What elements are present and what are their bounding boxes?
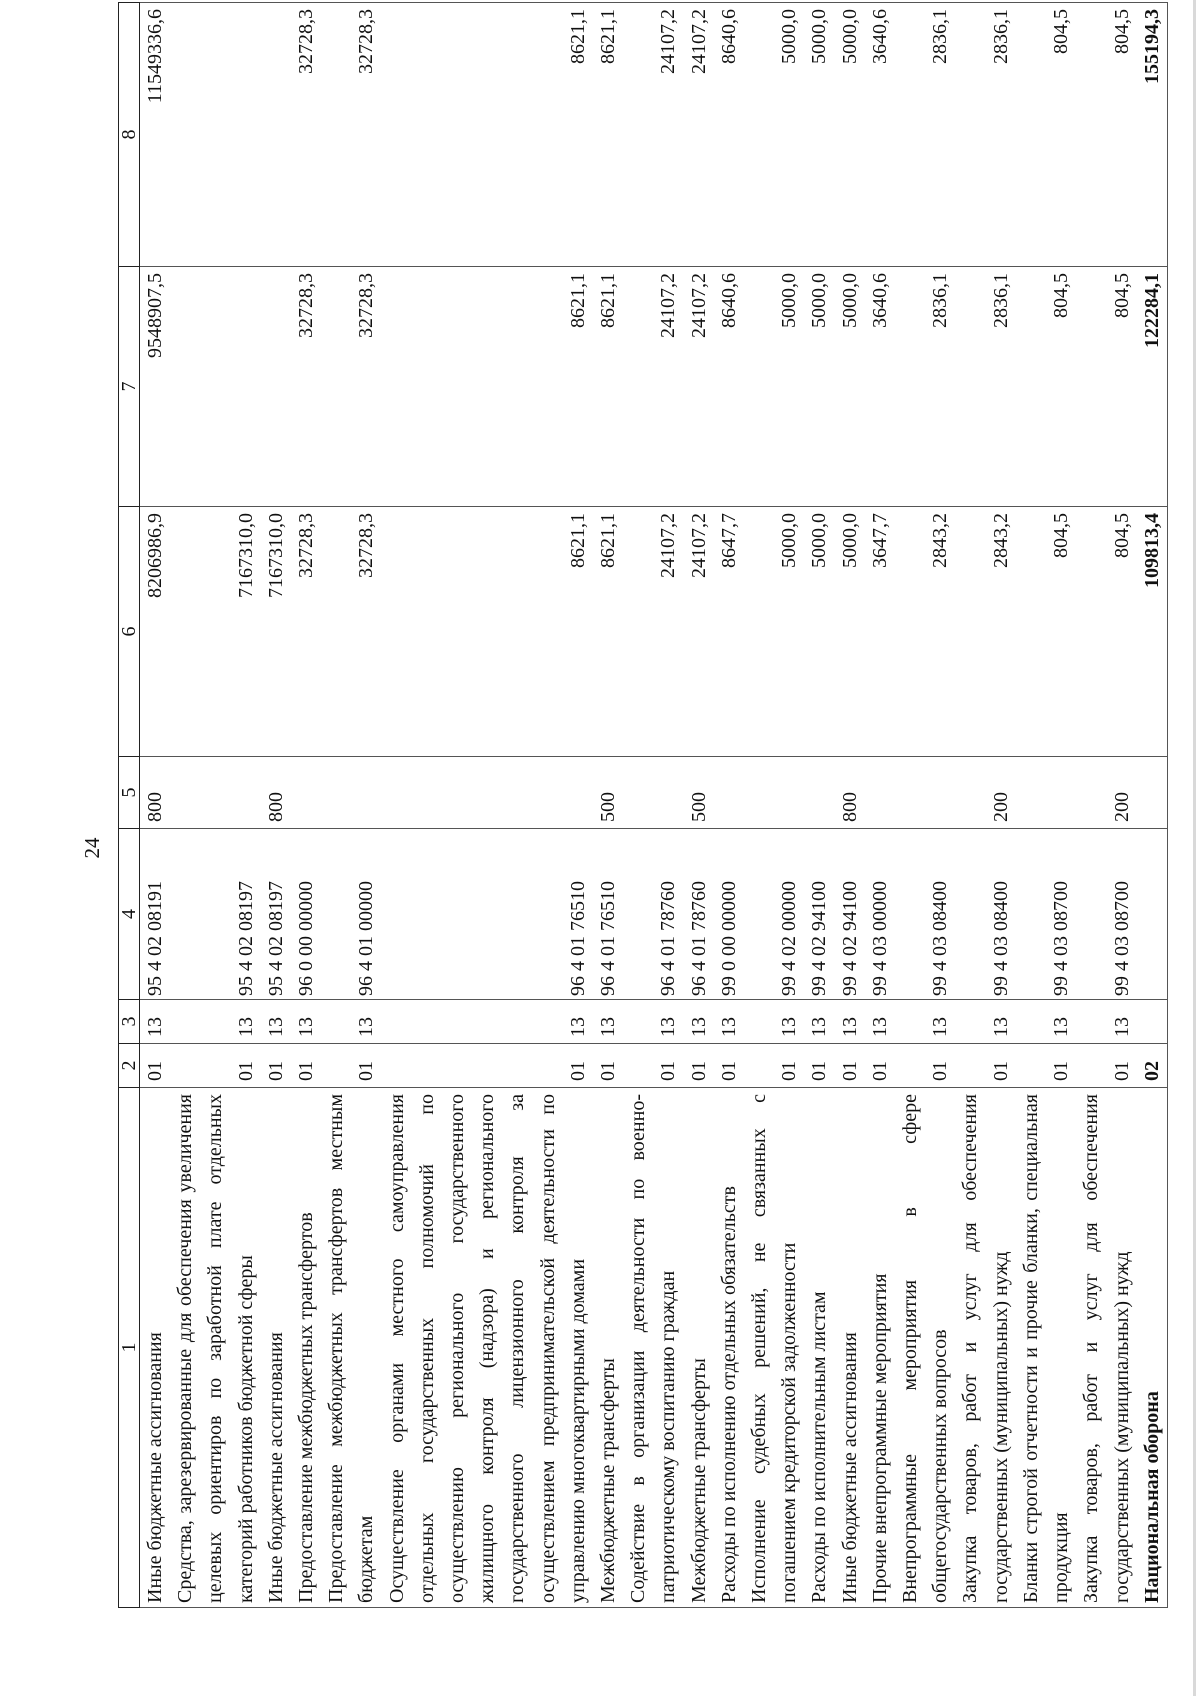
row-expense-type-cell (714, 757, 744, 829)
row-value-col7-cell: 8640,6 (714, 267, 744, 507)
table-row (955, 3, 1015, 1608)
row-target-article-cell: 99 0 00 00000 (714, 829, 744, 1000)
row-value-col7-cell: 5000,0 (744, 267, 804, 507)
row-name-cell: Расходы по исполнению отдельных обязательств (714, 1088, 744, 1608)
row-value-col8-cell: 24107,2 (684, 3, 714, 267)
row-subsection-cell: 13 (261, 1000, 291, 1044)
row-value-col6-cell: 8621,1 (382, 507, 593, 757)
row-value-col8-cell: 8621,1 (382, 3, 593, 267)
row-value-col6-cell: 24107,2 (684, 507, 714, 757)
row-value-col8-cell: 8621,1 (593, 3, 623, 267)
row-value-col8-cell: 11549336,6 (140, 3, 171, 267)
table-row (835, 3, 865, 1608)
row-value-col8-cell: 804,5 (1076, 3, 1136, 267)
row-expense-type-cell (895, 757, 955, 829)
row-name-cell: Иные бюджетные ассигнования (140, 1088, 171, 1608)
col-header-3: 3 (119, 1000, 140, 1044)
row-name-cell: Межбюджетные трансферты (593, 1088, 623, 1608)
row-value-col7-cell: 3640,6 (865, 267, 895, 507)
row-subsection-cell: 13 (804, 1000, 834, 1044)
row-target-article-cell: 95 4 02 08191 (140, 829, 171, 1000)
row-section-cell: 01 (291, 1044, 321, 1088)
header-row (119, 3, 140, 1608)
row-name-cell: Прочие внепрограммные мероприятия (865, 1088, 895, 1608)
col-header-8: 8 (119, 3, 140, 267)
row-name-cell: Расходы по исполнительным листам (804, 1088, 834, 1608)
row-value-col7-cell: 5000,0 (804, 267, 834, 507)
table-header (119, 3, 140, 1608)
row-value-col6-cell: 2843,2 (955, 507, 1015, 757)
row-value-col7-cell: 32728,3 (321, 267, 381, 507)
row-expense-type-cell (744, 757, 804, 829)
row-value-col7-cell (170, 267, 261, 507)
row-name-cell: Предоставление межбюджетных трансфертов (291, 1088, 321, 1608)
table-row (321, 3, 381, 1608)
row-section-cell: 01 (955, 1044, 1015, 1088)
row-subsection-cell: 13 (593, 1000, 623, 1044)
row-expense-type-cell (291, 757, 321, 829)
table-row (865, 3, 895, 1608)
row-value-col8-cell: 3640,6 (865, 3, 895, 267)
row-value-col7-cell: 9548907,5 (140, 267, 171, 507)
row-section-cell: 01 (1016, 1044, 1076, 1088)
row-name-cell: Национальная оборона (1137, 1088, 1168, 1608)
row-section-cell: 01 (804, 1044, 834, 1088)
row-target-article-cell: 99 4 03 00000 (865, 829, 895, 1000)
row-section-cell: 01 (835, 1044, 865, 1088)
row-target-article-cell: 99 4 02 94100 (804, 829, 834, 1000)
row-value-col7-cell: 122284,1 (1137, 267, 1168, 507)
row-value-col7-cell: 2836,1 (955, 267, 1015, 507)
row-target-article-cell: 95 4 02 08197 (261, 829, 291, 1000)
row-section-cell: 01 (1076, 1044, 1136, 1088)
row-expense-type-cell (804, 757, 834, 829)
row-value-col8-cell: 2836,1 (895, 3, 955, 267)
col-header-2: 2 (119, 1044, 140, 1088)
row-value-col7-cell (261, 267, 291, 507)
row-value-col6-cell: 804,5 (1016, 507, 1076, 757)
row-value-col7-cell: 804,5 (1076, 267, 1136, 507)
row-section-cell: 01 (684, 1044, 714, 1088)
row-value-col7-cell: 5000,0 (835, 267, 865, 507)
row-subsection-cell: 13 (170, 1000, 261, 1044)
row-value-col6-cell: 804,5 (1076, 507, 1136, 757)
row-expense-type-cell: 200 (955, 757, 1015, 829)
row-name-cell: Закупка товаров, работ и услуг для обеспечения государственных (муниципальных) нужд (1076, 1088, 1136, 1608)
row-value-col7-cell: 2836,1 (895, 267, 955, 507)
row-name-cell: Содействие в организации деятельности по военно-патриотическому воспитанию граждан (623, 1088, 683, 1608)
table-row (140, 3, 171, 1608)
row-target-article-cell: 95 4 02 08197 (170, 829, 261, 1000)
row-section-cell: 01 (744, 1044, 804, 1088)
row-expense-type-cell (1137, 757, 1168, 829)
row-value-col7-cell: 804,5 (1016, 267, 1076, 507)
row-value-col7-cell: 8621,1 (593, 267, 623, 507)
budget-table (118, 2, 1168, 1608)
row-section-cell: 02 (1137, 1044, 1168, 1088)
row-value-col8-cell: 32728,3 (321, 3, 381, 267)
row-name-cell: Закупка товаров, работ и услуг для обеспечения государственных (муниципальных) нужд (955, 1088, 1015, 1608)
table-row (170, 3, 261, 1608)
table-row (291, 3, 321, 1608)
row-value-col6-cell: 8621,1 (593, 507, 623, 757)
row-value-col6-cell: 5000,0 (835, 507, 865, 757)
row-value-col8-cell: 804,5 (1016, 3, 1076, 267)
table-body (140, 3, 1168, 1608)
row-value-col6-cell: 5000,0 (744, 507, 804, 757)
table-row (382, 3, 593, 1608)
row-target-article-cell: 96 4 01 00000 (321, 829, 381, 1000)
row-section-cell: 01 (593, 1044, 623, 1088)
table-row (623, 3, 683, 1608)
row-value-col8-cell: 8640,6 (714, 3, 744, 267)
row-name-cell: Межбюджетные трансферты (684, 1088, 714, 1608)
table-row (804, 3, 834, 1608)
row-value-col8-cell: 155194,3 (1137, 3, 1168, 267)
table-row (895, 3, 955, 1608)
row-expense-type-cell (623, 757, 683, 829)
row-section-cell: 01 (865, 1044, 895, 1088)
row-name-cell: Иные бюджетные ассигнования (261, 1088, 291, 1608)
row-subsection-cell: 13 (140, 1000, 171, 1044)
col-header-1: 1 (119, 1088, 140, 1608)
row-expense-type-cell: 500 (593, 757, 623, 829)
row-expense-type-cell: 500 (684, 757, 714, 829)
row-section-cell: 01 (321, 1044, 381, 1088)
row-target-article-cell: 99 4 03 08400 (955, 829, 1015, 1000)
col-header-4: 4 (119, 829, 140, 1000)
row-name-cell: Предоставление межбюджетных трансфертов местным бюджетам (321, 1088, 381, 1608)
row-value-col6-cell: 5000,0 (804, 507, 834, 757)
table-row (1016, 3, 1076, 1608)
row-subsection-cell: 13 (835, 1000, 865, 1044)
row-target-article-cell: 96 4 01 76510 (382, 829, 593, 1000)
row-value-col6-cell: 2843,2 (895, 507, 955, 757)
row-subsection-cell: 13 (744, 1000, 804, 1044)
row-target-article-cell: 96 0 00 00000 (291, 829, 321, 1000)
row-subsection-cell: 13 (865, 1000, 895, 1044)
row-subsection-cell: 13 (321, 1000, 381, 1044)
row-target-article-cell: 96 4 01 76510 (593, 829, 623, 1000)
row-value-col8-cell: 5000,0 (744, 3, 804, 267)
row-target-article-cell: 99 4 02 94100 (835, 829, 865, 1000)
row-subsection-cell: 13 (623, 1000, 683, 1044)
row-value-col6-cell: 32728,3 (321, 507, 381, 757)
row-subsection-cell: 13 (955, 1000, 1015, 1044)
row-value-col6-cell: 8206986,9 (140, 507, 171, 757)
row-subsection-cell: 13 (1076, 1000, 1136, 1044)
row-value-col6-cell: 7167310,0 (170, 507, 261, 757)
row-value-col6-cell: 7167310,0 (261, 507, 291, 757)
row-value-col6-cell: 109813,4 (1137, 507, 1168, 757)
row-target-article-cell: 99 4 03 08400 (895, 829, 955, 1000)
row-expense-type-cell (865, 757, 895, 829)
row-subsection-cell: 13 (714, 1000, 744, 1044)
row-expense-type-cell: 800 (835, 757, 865, 829)
row-subsection-cell: 13 (291, 1000, 321, 1044)
row-subsection-cell (1137, 1000, 1168, 1044)
row-section-cell: 01 (261, 1044, 291, 1088)
row-subsection-cell: 13 (382, 1000, 593, 1044)
row-value-col8-cell (261, 3, 291, 267)
row-subsection-cell: 13 (1016, 1000, 1076, 1044)
row-name-cell: Бланки строгой отчетности и прочие бланки, специальная продукция (1016, 1088, 1076, 1608)
row-name-cell: Иные бюджетные ассигнования (835, 1088, 865, 1608)
row-expense-type-cell (1016, 757, 1076, 829)
row-expense-type-cell: 800 (140, 757, 171, 829)
col-header-5: 5 (119, 757, 140, 829)
row-value-col7-cell: 24107,2 (623, 267, 683, 507)
row-target-article-cell: 99 4 02 00000 (744, 829, 804, 1000)
table-row (1137, 3, 1168, 1608)
row-value-col8-cell (170, 3, 261, 267)
row-expense-type-cell (170, 757, 261, 829)
row-section-cell: 01 (623, 1044, 683, 1088)
row-value-col8-cell: 5000,0 (804, 3, 834, 267)
row-name-cell: Исполнение судебных решений, не связанных с погашением кредиторской задолженности (744, 1088, 804, 1608)
row-expense-type-cell (382, 757, 593, 829)
row-target-article-cell: 99 4 03 08700 (1016, 829, 1076, 1000)
row-value-col7-cell: 32728,3 (291, 267, 321, 507)
col-header-6: 6 (119, 507, 140, 757)
col-header-7: 7 (119, 267, 140, 507)
table-row (744, 3, 804, 1608)
row-value-col7-cell: 24107,2 (684, 267, 714, 507)
row-value-col6-cell: 24107,2 (623, 507, 683, 757)
page-number: 24 (80, 837, 104, 859)
table-row (684, 3, 714, 1608)
row-target-article-cell (1137, 829, 1168, 1000)
row-expense-type-cell: 800 (261, 757, 291, 829)
table-row (261, 3, 291, 1608)
row-name-cell: Осуществление органами местного самоуправления отдельных государственных полномочий по осуществлению регионального государственного жилищного контроля (надзора) и регионального государственного лицензионного контроля за осуществлением предпринимательской деятельности по управлению многоквартирными домами (382, 1088, 593, 1608)
row-value-col8-cell: 32728,3 (291, 3, 321, 267)
table-row (714, 3, 744, 1608)
row-target-article-cell: 96 4 01 78760 (684, 829, 714, 1000)
row-name-cell: Средства, зарезервированные для обеспечения увеличения целевых ориентиров по заработной плате отдельных категорий работников бюджетной сферы (170, 1088, 261, 1608)
row-section-cell: 01 (895, 1044, 955, 1088)
row-value-col7-cell: 8621,1 (382, 267, 593, 507)
row-section-cell: 01 (170, 1044, 261, 1088)
row-section-cell: 01 (140, 1044, 171, 1088)
table-row (1076, 3, 1136, 1608)
row-value-col8-cell: 2836,1 (955, 3, 1015, 267)
row-target-article-cell: 96 4 01 78760 (623, 829, 683, 1000)
row-subsection-cell: 13 (895, 1000, 955, 1044)
row-subsection-cell: 13 (684, 1000, 714, 1044)
row-expense-type-cell: 200 (1076, 757, 1136, 829)
row-value-col6-cell: 8647,7 (714, 507, 744, 757)
row-section-cell: 01 (714, 1044, 744, 1088)
row-value-col8-cell: 5000,0 (835, 3, 865, 267)
row-value-col6-cell: 3647,7 (865, 507, 895, 757)
row-value-col8-cell: 24107,2 (623, 3, 683, 267)
row-section-cell: 01 (382, 1044, 593, 1088)
row-value-col6-cell: 32728,3 (291, 507, 321, 757)
row-expense-type-cell (321, 757, 381, 829)
row-target-article-cell: 99 4 03 08700 (1076, 829, 1136, 1000)
table-row (593, 3, 623, 1608)
row-name-cell: Внепрограммные мероприятия в сфере общегосударственных вопросов (895, 1088, 955, 1608)
